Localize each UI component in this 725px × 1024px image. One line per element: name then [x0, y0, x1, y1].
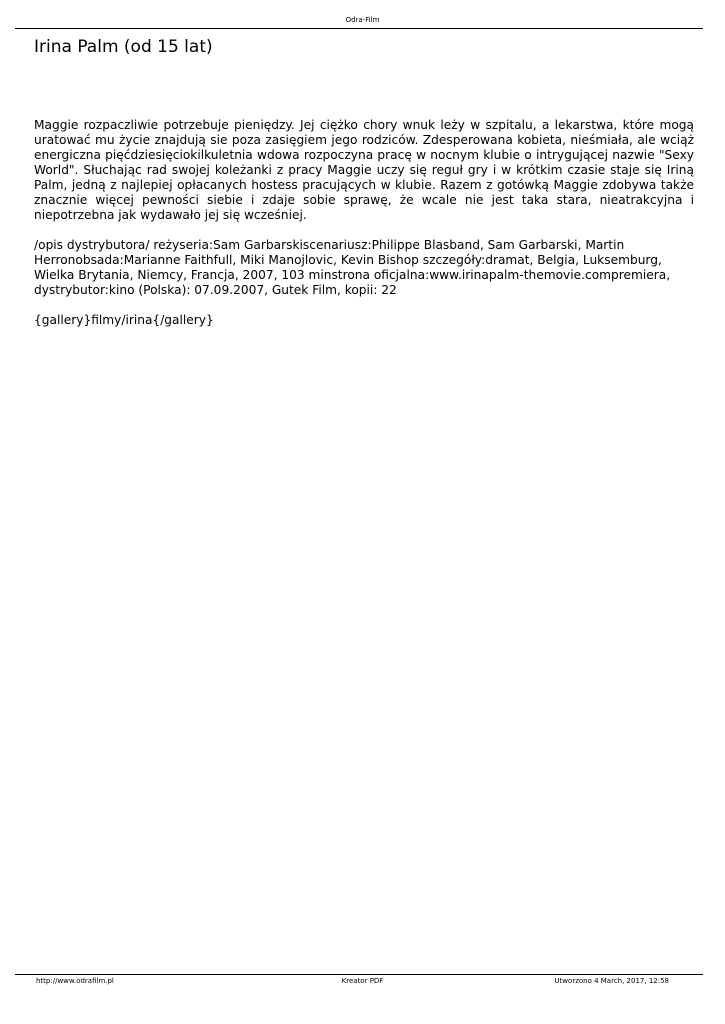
footer-divider: [15, 974, 703, 975]
footer-created: Utworzono 4 March, 2017, 12:58: [554, 977, 669, 985]
article-credits: /opis dystrybutora/ reżyseria:Sam Garbarskiscenariusz:Philippe Blasband, Sam Garbarski, Martin Herronobsada:Marianne Faithfull, Miki Manojlovic, Kevin Bishop szczegóły:dramat, Belgia, Luksemburg, Wielka Brytania, Niemcy, Francja, 2007, 103 minstrona oficjalna:www.irinapalm-themovie.compremiera, dystrybutor:kino (Polska): 07.09.2007, Gutek Film, kopii: 22: [34, 238, 671, 297]
footer-generator: Kreator PDF: [341, 977, 384, 985]
article-body: [34, 118, 694, 343]
header-site-name: Odra-Film: [345, 16, 380, 24]
gallery-tag: {gallery}filmy/irina{/gallery}: [34, 313, 214, 327]
header-divider: [15, 28, 703, 29]
article-description: Maggie rozpaczliwie potrzebuje pieniędzy. Jej ciężko chory wnuk leży w szpitalu, a lekarstwa, które mogą uratować mu życie znajdują sie poza zasięgiem jego rodziców. Zdesperowana kobieta, nieśmiała, ale wciąż energiczna pięćdziesięciokilkuletnia wdowa rozpoczyna pracę w nocnym klubie o intrygującej nazwie "Sexy World". Słuchając rad swojej koleżanki z pracy Maggie uczy się reguł gry i w krótkim czasie staje się Iriną Palm, jedną z najlepiej opłacanych hostess pracujących w klubie. Razem z gotówką Maggie zdobywa także znacznie więcej pewności siebie i zdaje sobie sprawę, że wcale nie jest taka stara, nieatrakcyjna i niepotrzebna jak wydawało jej się wcześniej.: [34, 118, 694, 222]
page-title: Irina Palm (od 15 lat): [34, 37, 213, 57]
footer-url: http://www.odrafilm.pl: [36, 977, 114, 985]
